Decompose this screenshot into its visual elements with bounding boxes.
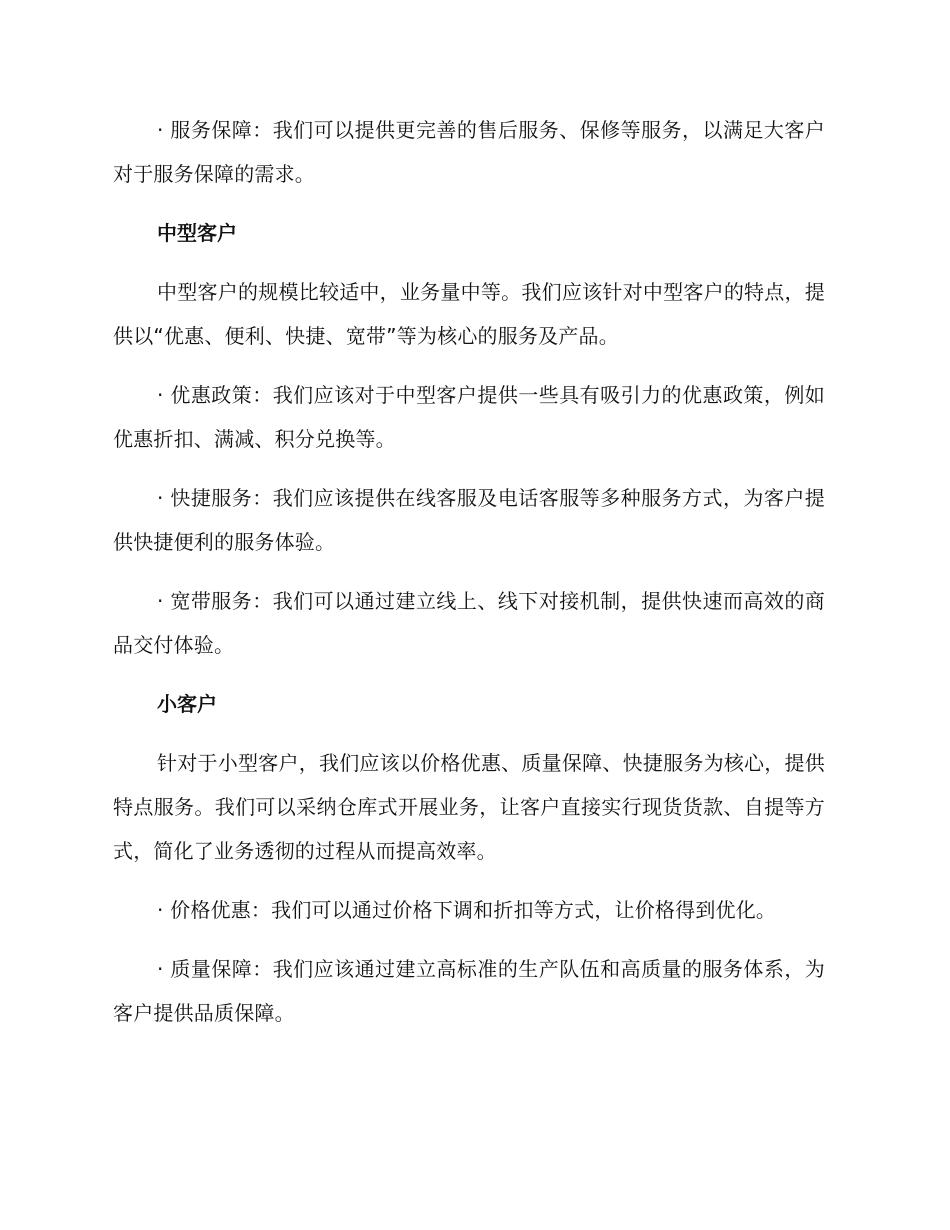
bullet-price-discount: · 价格优惠：我们可以通过价格下调和折扣等方式，让价格得到优化。 xyxy=(157,898,777,922)
paragraph-medium-clients: 中型客户的规模比较适中，业务量中等。我们应该针对中型客户的特点，提供以“优惠、便利、快捷、宽带”等为核心的服务及产品。 xyxy=(113,280,825,348)
bullet-broadband-service: · 宽带服务：我们可以通过建立线上、线下对接机制，提供快速而高效的商品交付体验。 xyxy=(113,589,825,657)
bullet-discount-policy: · 优惠政策：我们应该对于中型客户提供一些具有吸引力的优惠政策，例如优惠折扣、满减、积分兑换等。 xyxy=(113,383,825,451)
bullet-service-guarantee: · 服务保障：我们可以提供更完善的售后服务、保修等服务，以满足大客户对于服务保障的需求。 xyxy=(113,118,825,186)
bullet-quality-guarantee: · 质量保障：我们应该通过建立高标准的生产队伍和高质量的服务体系，为客户提供品质保障。 xyxy=(113,957,825,1025)
bullet-fast-service: · 快捷服务：我们应该提供在线客服及电话客服等多种服务方式，为客户提供快捷便利的服务体验。 xyxy=(113,486,825,554)
section-heading-medium-clients: 中型客户 xyxy=(157,221,237,245)
section-heading-small-clients: 小客户 xyxy=(157,692,217,716)
paragraph-small-clients: 针对于小型客户，我们应该以价格优惠、质量保障、快捷服务为核心，提供特点服务。我们可以采纳仓库式开展业务，让客户直接实行现货货款、自提等方式，简化了业务透彻的过程从而提高效率。 xyxy=(113,751,825,863)
document-page xyxy=(113,108,825,1050)
